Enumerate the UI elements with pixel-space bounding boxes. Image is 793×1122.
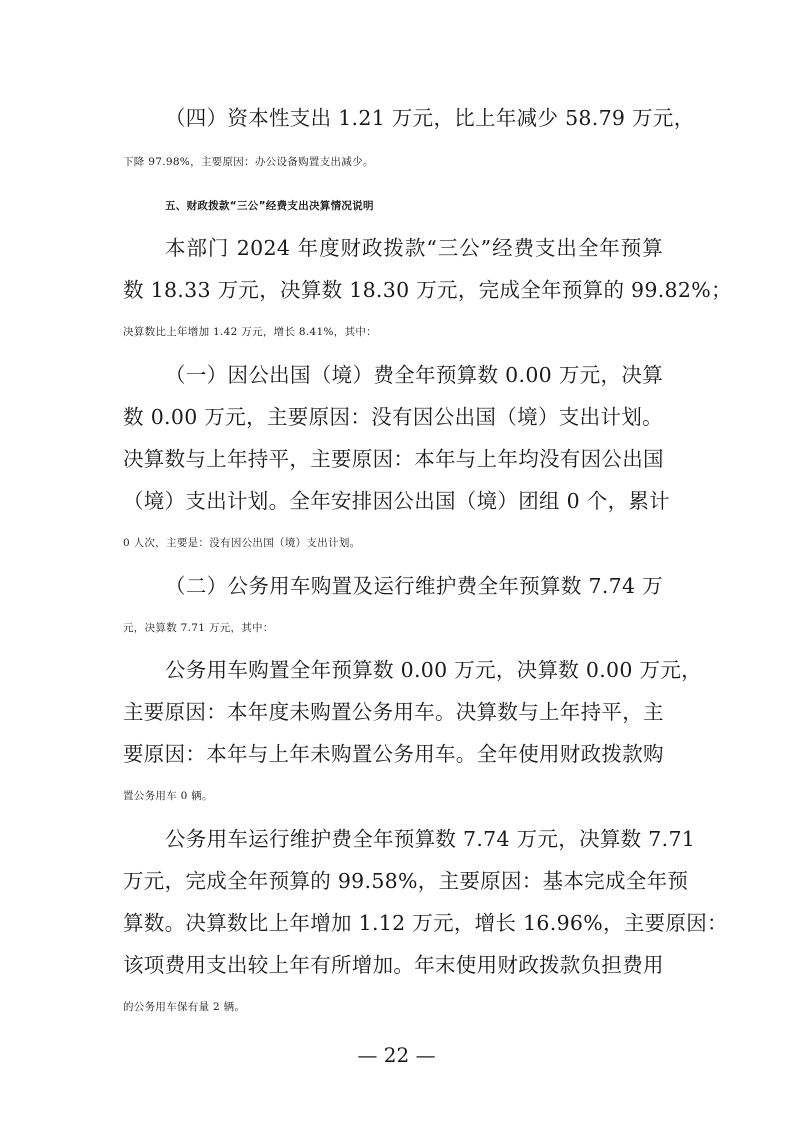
paragraph-line: 算数。决算数比上年增加 1.12 万元，增长 16.96%，主要原因： [123,911,728,935]
paragraph-line: 决算数比上年增加 1.42 万元，增长 8.41%，其中： [123,326,377,338]
paragraph-line: 数 0.00 万元，主要原因：没有因公出国（境）支出计划。 [123,405,663,429]
paragraph-line: 的公务用车保有量 2 辆。 [123,1001,246,1013]
paragraph-line: （四）资本性支出 1.21 万元，比上年减少 58.79 万元， [165,106,695,130]
paragraph-line: 该项费用支出较上年有所增加。年末使用财政拨款负担费用 [123,953,664,977]
page-number: — 22 — [357,1043,436,1067]
paragraph-line: 元，决算数 7.71 万元，其中： [123,622,274,634]
paragraph-line: 万元，完成全年预算的 99.58%，主要原因：基本完成全年预 [123,869,689,893]
paragraph-line: （二）公务用车购置及运行维护费全年预算数 7.74 万 [165,574,663,598]
paragraph-line: （境）支出计划。全年安排因公出国（境）团组 0 个，累计 [123,489,670,513]
paragraph-line: 下降 97.98%，主要原因：办公设备购置支出减少。 [123,156,374,168]
paragraph-line: 主要原因：本年度未购置公务用车。决算数与上年持平，主 [123,700,664,724]
paragraph-line: 数 18.33 万元，决算数 18.30 万元，完成全年预算的 99.82%； [123,278,732,302]
paragraph-line: 置公务用车 0 辆。 [123,790,213,802]
section-heading: 五、财政拨款“三公”经费支出决算情况说明 [165,200,374,212]
paragraph-line: 公务用车运行维护费全年预算数 7.74 万元，决算数 7.71 [165,827,696,851]
paragraph-line: 要原因：本年与上年未购置公务用车。全年使用财政拨款购 [123,742,664,766]
paragraph-line: 公务用车购置全年预算数 0.00 万元，决算数 0.00 万元， [165,658,702,682]
paragraph-line: 0 人次，主要是：没有因公出国（境）支出计划。 [123,537,361,549]
paragraph-line: 决算数与上年持平，主要原因：本年与上年均没有因公出国 [123,447,664,471]
paragraph-line: （一）因公出国（境）费全年预算数 0.00 万元，决算 [165,363,663,387]
paragraph-line: 本部门 2024 年度财政拨款“三公”经费支出全年预算 [165,236,663,260]
